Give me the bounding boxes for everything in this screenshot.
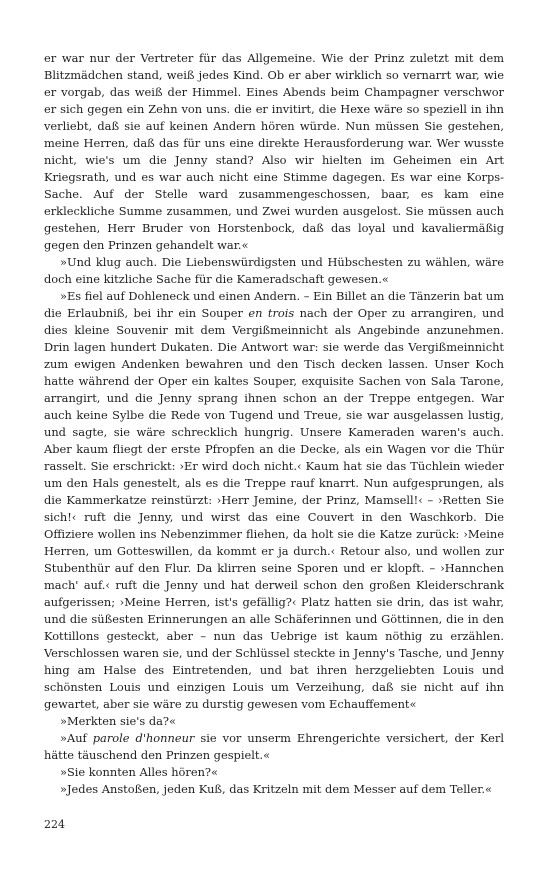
page-number: 224 <box>44 818 65 831</box>
text-run: »Merkten sie's da?« <box>60 714 176 728</box>
italic-phrase: parole d'honneur <box>92 731 195 745</box>
paragraph <box>44 730 504 764</box>
paragraph <box>44 713 504 730</box>
paragraph <box>44 288 504 713</box>
text-run: »Jedes Anstoßen, jeden Kuß, das Kritzeln mit dem Messer auf dem Teller.« <box>60 782 492 796</box>
text-run: nach der Oper zu arrangiren, und dies kleine Souvenir mit dem Vergißmeinnicht als Angebinde anzunehmen. Drin lagen hundert Dukaten. Die Antwort war: sie werde das Vergißmeinnicht zum ewigen Andenken bewahren und den Tisch decken lassen. Unser Koch hatte während der Oper ein kaltes Souper, exquisite Sachen von Sala Tarone, arrangirt, und die Jenny sprang ihnen schon an der Treppe entgegen. War auch keine Sylbe die Rede von Tugend und Treue, sie war ausgelassen lustig, und sagte, sie wäre schrecklich hungrig. Unsere Kameraden waren's auch. Aber kaum fliegt der erste Pfropfen an die Decke, als ein Wagen vor die Thür rasselt. Sie erschrickt: ›Er wird doch nicht.‹ Kaum hat sie das Tüchlein wieder um den Hals genestelt, als es die Treppe rauf knarrt. Nun aufgesprungen, als die Kammerkatze reinstürzt: ›Herr Jemine, der Prinz, Mamsell!‹ – ›Retten Sie sich!‹ ruft die Jenny, und wirst das eine Couvert in den Waschkorb. Die Offiziere wollen ins Nebenzimmer fliehen, da holt sie die Katze zurück: ›Meine Herren, um Gotteswillen, da kommt er ja durch.‹ Retour also, und wollen zur Stubenthür auf den Flur. Da klirren seine Sporen und er klopft. – ›Hannchen mach' auf.‹ ruft die Jenny und hat derweil schon den großen Kleiderschrank aufgerissen; ›Meine Herren, ist's gefällig?‹ Platz hatten sie drin, das ist wahr, und die süßesten Erinnerungen an alle Schäferinnen und Göttinnen, die in den Kottillons gesteckt, aber – nun das Uebrige ist kaum nöthig zu erzählen. Verschlossen waren sie, und der Schlüssel steckte in Jenny's Tasche, und Jenny hing am Halse des Eintretenden, und bat ihren herzgeliebten Louis und schönsten Louis und einzigen Louis um Verzeihung, daß sie nicht auf ihn gewartet, aber sie wäre zu durstig gewesen vom Echauffement« <box>44 306 504 711</box>
text-run: »Und klug auch. Die Liebenswürdigsten und Hübschesten zu wählen, wäre doch eine kitzliche Sache für die Kameradschaft gewesen.« <box>44 255 504 286</box>
paragraph <box>44 781 504 798</box>
paragraph <box>44 254 504 288</box>
text-run: »Es fiel auf Dohleneck und einen Andern. – Ein Billet an die Tänzerin bat um die Erlaubniß, bei ihr ein Souper <box>44 289 504 320</box>
italic-phrase: en trois <box>248 306 295 320</box>
text-run: »Auf <box>60 731 93 745</box>
page-body <box>44 50 504 798</box>
text-run: er war nur der Vertreter für das Allgemeine. Wie der Prinz zuletzt mit dem Blitzmädchen stand, weiß jedes Kind. Ob er aber wirklich so vernarrt war, wie er vorgab, das weiß der Himmel. Eines Abends beim Champagner verschwor er sich gegen ein Zehn von uns. die er invitirt, die Hexe wäre so speziell in ihn verliebt, daß sie auf keinen Andern hören würde. Nun müssen Sie gestehen, meine Herren, daß das für uns eine direkte Herausforderung war. Wer wusste nicht, wie's um die Jenny stand? Also wir hielten im Geheimen ein Art Kriegsrath, und es war auch nicht eine Stimme dagegen. Es war eine Korps-Sache. Auf der Stelle ward zusammengeschossen, baar, es kam eine erkleckliche Summe zusammen, und Zwei wurden ausgelost. Sie müssen auch gestehen, Herr Bruder von Horstenbock, daß das loyal und kavaliermäßig gegen den Prinzen gehandelt war.« <box>44 51 504 252</box>
paragraph <box>44 50 504 254</box>
text-run: sie vor unserm Ehrengerichte versichert, der Kerl hätte täuschend den Prinzen gespielt.« <box>44 731 504 762</box>
text-run: »Sie konnten Alles hören?« <box>60 765 218 779</box>
paragraph <box>44 764 504 781</box>
